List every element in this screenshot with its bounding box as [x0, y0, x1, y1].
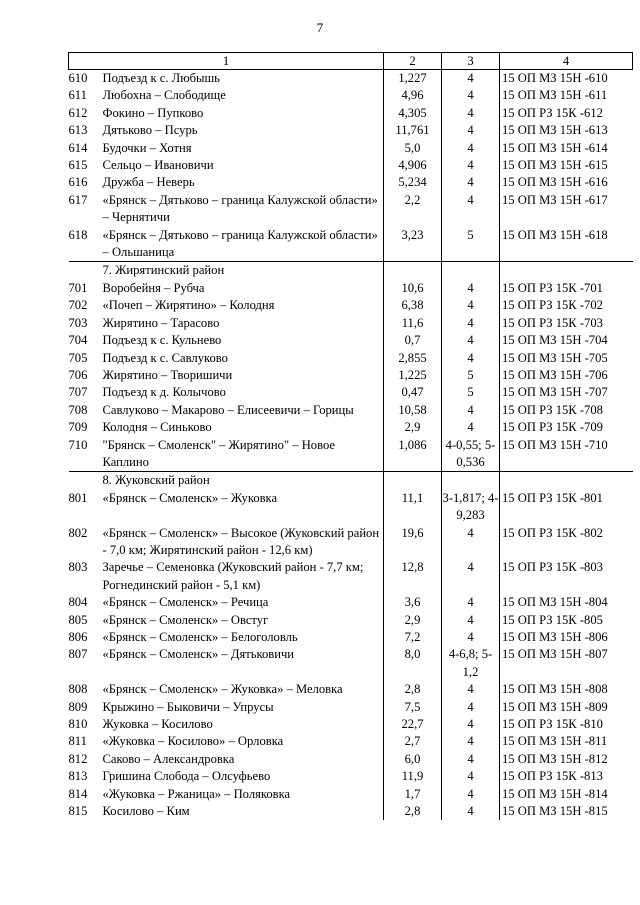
empty-cell — [384, 262, 442, 280]
road-category: 4 — [442, 192, 500, 227]
name-cell — [69, 70, 384, 88]
name-cell — [69, 402, 384, 419]
table-row — [69, 70, 633, 88]
table-row — [69, 227, 633, 262]
road-length: 5,0 — [384, 140, 442, 157]
road-category: 4 — [442, 157, 500, 174]
road-code: 15 ОП МЗ 15Н -812 — [502, 751, 608, 766]
road-code: 15 ОП МЗ 15Н -707 — [502, 385, 608, 400]
table-row — [69, 384, 633, 401]
name-cell — [69, 525, 384, 560]
empty-cell — [384, 472, 442, 490]
road-code: 15 ОП МЗ 15Н -614 — [502, 140, 608, 155]
name-cell — [69, 699, 384, 716]
road-name: Жирятино – Тарасово — [102, 315, 220, 330]
road-category: 4 — [442, 594, 500, 611]
table-row — [69, 629, 633, 646]
row-number: 617 — [68, 192, 88, 207]
table-row — [69, 803, 633, 820]
header-col-3: 3 — [442, 53, 500, 70]
row-number: 612 — [68, 105, 88, 120]
road-name: «Брянск – Смоленск» – Жуковка — [102, 490, 278, 505]
name-cell — [69, 490, 384, 525]
road-code: 15 ОП МЗ 15Н -804 — [502, 595, 608, 610]
road-category: 4 — [442, 716, 500, 733]
section-row — [69, 262, 633, 280]
row-number: 614 — [68, 140, 88, 155]
road-code: 15 ОП МЗ 15Н -617 — [502, 192, 608, 207]
row-number: 812 — [68, 751, 88, 766]
table-row — [69, 786, 633, 803]
row-number: 810 — [68, 717, 88, 732]
road-name: «Жуковка – Косилово» – Орловка — [102, 734, 284, 749]
road-length: 2,7 — [384, 733, 442, 750]
table-row — [69, 350, 633, 367]
road-category: 4-0,55; 5-0,536 — [442, 437, 500, 472]
road-name: Дятьково – Псурь — [102, 123, 198, 138]
name-cell — [69, 227, 384, 262]
road-name: «Брянск – Смоленск» – Высокое (Жуковский район - 7,0 км; Жирятинский район - 12,6 км) — [102, 525, 380, 557]
road-code: 15 ОП МЗ 15Н -611 — [502, 88, 608, 103]
road-code: 15 ОП МЗ 15Н -704 — [502, 333, 608, 348]
road-name: Жуковка – Косилово — [102, 717, 213, 732]
road-name: Любохна – Слободище — [102, 88, 226, 103]
section-row — [69, 472, 633, 490]
header-col-4: 4 — [500, 53, 633, 70]
road-name: «Жуковка – Ржаница» – Поляковка — [102, 786, 291, 801]
road-code: 15 ОП МЗ 15Н -809 — [502, 699, 608, 714]
empty-cell — [500, 472, 633, 490]
row-number: 704 — [68, 333, 88, 348]
table-row — [69, 332, 633, 349]
road-code: 15 ОП РЗ 15К -810 — [502, 717, 603, 732]
name-cell — [69, 419, 384, 436]
road-length: 12,8 — [384, 559, 442, 594]
row-number: 616 — [68, 175, 88, 190]
road-name: «Брянск – Дятьково – граница Калужской области» – Чернятичи — [102, 192, 378, 225]
road-name: Подъезд к с. Савлуково — [102, 350, 228, 365]
road-code: 15 ОП МЗ 15Н -814 — [502, 786, 608, 801]
road-length: 1,225 — [384, 367, 442, 384]
road-code: 15 ОП МЗ 15Н -618 — [502, 227, 608, 242]
name-cell — [69, 786, 384, 803]
table-row — [69, 402, 633, 419]
table-row — [69, 490, 633, 525]
road-name: Дружба – Неверь — [102, 175, 195, 190]
table-row — [69, 122, 633, 139]
road-category: 4 — [442, 297, 500, 314]
name-cell — [69, 629, 384, 646]
name-cell — [69, 157, 384, 174]
road-name: Гришина Слобода – Олсуфьево — [102, 769, 271, 784]
empty-cell — [500, 262, 633, 280]
table-row — [69, 559, 633, 594]
table-row — [69, 768, 633, 785]
road-length: 1,086 — [384, 437, 442, 472]
road-length: 19,6 — [384, 525, 442, 560]
road-category: 4 — [442, 350, 500, 367]
name-cell — [69, 315, 384, 332]
road-category: 4 — [442, 70, 500, 88]
road-category: 4 — [442, 629, 500, 646]
table-row — [69, 87, 633, 104]
road-code: 15 ОП МЗ 15Н -806 — [502, 630, 608, 644]
road-category: 4 — [442, 786, 500, 803]
row-number: 803 — [68, 560, 88, 575]
row-number: 611 — [68, 88, 87, 103]
road-name: «Брянск – Смоленск» – Овстуг — [102, 612, 269, 627]
road-name: Подъезд к с. Любышь — [102, 71, 220, 85]
name-cell — [69, 559, 384, 594]
name-cell — [69, 437, 384, 472]
row-number: 802 — [68, 525, 88, 540]
road-name: Косилово – Ким — [102, 804, 190, 819]
row-number: 703 — [68, 315, 88, 330]
table-row — [69, 419, 633, 436]
header-col-2: 2 — [384, 53, 442, 70]
road-length: 2,9 — [384, 612, 442, 629]
table-row — [69, 699, 633, 716]
road-category: 4 — [442, 751, 500, 768]
table-row — [69, 733, 633, 750]
row-number: 706 — [68, 367, 88, 382]
row-number: 808 — [68, 682, 88, 697]
name-cell — [69, 140, 384, 157]
table-row — [69, 594, 633, 611]
name-cell — [69, 803, 384, 820]
road-code: 15 ОП МЗ 15Н -706 — [502, 367, 608, 382]
row-number: 610 — [68, 71, 88, 85]
road-code: 15 ОП РЗ 15К -612 — [502, 105, 603, 120]
road-category: 4 — [442, 699, 500, 716]
road-category: 4 — [442, 174, 500, 191]
row-number: 702 — [68, 298, 88, 313]
road-length: 11,6 — [384, 315, 442, 332]
road-code: 15 ОП МЗ 15Н -807 — [502, 647, 608, 662]
row-number: 701 — [68, 280, 88, 295]
row-number: 710 — [68, 437, 88, 452]
road-category: 4 — [442, 419, 500, 436]
road-name: Заречье – Семеновка (Жуковский район - 7,7 км; Рогнединский район - 5,1 км) — [102, 560, 364, 592]
table-row — [69, 297, 633, 314]
road-length: 7,2 — [384, 629, 442, 646]
table-row — [69, 192, 633, 227]
name-cell — [69, 716, 384, 733]
table-row — [69, 646, 633, 681]
name-cell — [69, 751, 384, 768]
road-length: 1,227 — [384, 70, 442, 88]
name-cell — [69, 297, 384, 314]
road-category: 4-6,8; 5-1,2 — [442, 646, 500, 681]
road-name: Воробейня – Рубча — [102, 280, 205, 295]
name-cell — [69, 87, 384, 104]
road-name: Подъезд к д. Колычово — [102, 385, 226, 400]
road-length: 2,8 — [384, 803, 442, 820]
road-category: 4 — [442, 803, 500, 820]
name-cell — [69, 733, 384, 750]
row-number: 708 — [68, 402, 88, 417]
header-col-1: 1 — [69, 53, 384, 70]
road-category: 4 — [442, 402, 500, 419]
road-name: «Брянск – Смоленск» – Дятьковичи — [102, 647, 295, 662]
road-category: 4 — [442, 140, 500, 157]
table-row — [69, 280, 633, 297]
row-number: 811 — [68, 734, 87, 749]
road-code: 15 ОП РЗ 15К -703 — [502, 315, 603, 330]
row-number: 806 — [68, 630, 88, 644]
road-length: 11,9 — [384, 768, 442, 785]
empty-cell — [442, 472, 500, 490]
row-number: 613 — [68, 123, 88, 138]
section-title: 8. Жуковский район — [102, 473, 210, 488]
road-category: 5 — [442, 367, 500, 384]
name-cell — [69, 367, 384, 384]
table-row — [69, 681, 633, 698]
road-code: 15 ОП РЗ 15К -802 — [502, 525, 603, 540]
road-category: 4 — [442, 87, 500, 104]
road-category: 3-1,817; 4-9,283 — [442, 490, 500, 525]
road-code: 15 ОП РЗ 15К -709 — [502, 420, 603, 435]
name-cell — [69, 280, 384, 297]
road-category: 4 — [442, 122, 500, 139]
row-number: 813 — [68, 769, 88, 784]
name-cell — [69, 768, 384, 785]
name-cell — [69, 105, 384, 122]
road-category: 4 — [442, 525, 500, 560]
road-name: «Брянск – Смоленск» – Жуковка» – Меловка — [102, 682, 343, 697]
road-code: 15 ОП РЗ 15К -708 — [502, 402, 603, 417]
road-length: 10,6 — [384, 280, 442, 297]
road-length: 11,1 — [384, 490, 442, 525]
name-cell — [69, 646, 384, 681]
name-cell — [69, 350, 384, 367]
road-name: Колодня – Синьково — [102, 420, 212, 435]
road-length: 0,7 — [384, 332, 442, 349]
row-number: 709 — [68, 420, 88, 435]
road-length: 8,0 — [384, 646, 442, 681]
road-length: 5,234 — [384, 174, 442, 191]
road-name: Будочки – Хотня — [102, 140, 192, 155]
road-length: 3,23 — [384, 227, 442, 262]
row-number: 707 — [68, 385, 88, 400]
road-name: «Брянск – Смоленск» – Речица — [102, 595, 269, 610]
name-cell — [69, 612, 384, 629]
name-cell — [69, 384, 384, 401]
road-code: 15 ОП МЗ 15Н -710 — [502, 437, 608, 452]
road-length: 2,9 — [384, 419, 442, 436]
road-name: Сельцо – Ивановичи — [102, 158, 214, 173]
road-code: 15 ОП МЗ 15Н -616 — [502, 175, 608, 190]
road-code: 15 ОП МЗ 15Н -610 — [502, 71, 608, 85]
road-name: Крыжино – Быковичи – Упрусы — [102, 699, 274, 714]
table-row — [69, 315, 633, 332]
table-row — [69, 105, 633, 122]
road-length: 0,47 — [384, 384, 442, 401]
road-name: Подъезд к с. Кульнево — [102, 333, 222, 348]
road-code: 15 ОП РЗ 15К -702 — [502, 298, 603, 313]
road-length: 6,0 — [384, 751, 442, 768]
road-category: 4 — [442, 315, 500, 332]
name-cell — [69, 681, 384, 698]
road-code: 15 ОП РЗ 15К -805 — [502, 612, 603, 627]
table-row — [69, 612, 633, 629]
road-length: 1,7 — [384, 786, 442, 803]
road-code: 15 ОП РЗ 15К -813 — [502, 769, 603, 784]
road-name: Саково – Александровка — [102, 751, 235, 766]
row-number: 801 — [68, 490, 88, 505]
roads-table — [68, 52, 633, 820]
road-name: Савлуково – Макарово – Елисеевичи – Горицы — [102, 402, 354, 417]
road-length: 10,58 — [384, 402, 442, 419]
page-number: 7 — [316, 20, 324, 35]
road-category: 4 — [442, 280, 500, 297]
table-row — [69, 437, 633, 472]
road-name: Фокино – Пупково — [102, 105, 204, 120]
road-length: 4,305 — [384, 105, 442, 122]
road-category: 4 — [442, 681, 500, 698]
name-cell — [69, 332, 384, 349]
road-category: 4 — [442, 733, 500, 750]
table-body — [69, 70, 633, 821]
name-cell — [69, 192, 384, 227]
row-number: 807 — [68, 647, 88, 662]
road-length: 7,5 — [384, 699, 442, 716]
row-number: 809 — [68, 699, 88, 714]
road-name: Жирятино – Творишичи — [102, 367, 233, 382]
empty-cell — [442, 262, 500, 280]
road-code: 15 ОП МЗ 15Н -615 — [502, 158, 608, 173]
table-header — [69, 53, 633, 70]
table-row — [69, 367, 633, 384]
road-code: 15 ОП МЗ 15Н -705 — [502, 350, 608, 365]
road-name: "Брянск – Смоленск" – Жирятино" – Новое Каплино — [102, 437, 335, 469]
road-length: 2,8 — [384, 681, 442, 698]
table-row — [69, 174, 633, 191]
section-cell — [69, 262, 384, 280]
road-length: 2,855 — [384, 350, 442, 367]
table-row — [69, 140, 633, 157]
name-cell — [69, 174, 384, 191]
road-category: 5 — [442, 384, 500, 401]
road-category: 4 — [442, 768, 500, 785]
road-name: «Брянск – Дятьково – граница Калужской области» – Ольшаница — [102, 227, 378, 260]
section-cell — [69, 472, 384, 490]
name-cell — [69, 122, 384, 139]
road-length: 2,2 — [384, 192, 442, 227]
row-number: 805 — [68, 612, 88, 627]
road-category: 4 — [442, 332, 500, 349]
row-number: 815 — [68, 804, 88, 819]
road-length: 3,6 — [384, 594, 442, 611]
table-row — [69, 157, 633, 174]
row-number: 804 — [68, 595, 88, 610]
road-code: 15 ОП МЗ 15Н -815 — [502, 804, 608, 819]
row-number: 814 — [68, 786, 88, 801]
road-name: «Брянск – Смоленск» – Белоголовль — [102, 630, 298, 644]
table-row — [69, 525, 633, 560]
road-code: 15 ОП МЗ 15Н -808 — [502, 682, 608, 697]
road-code: 15 ОП МЗ 15Н -613 — [502, 123, 608, 138]
road-category: 4 — [442, 105, 500, 122]
road-code: 15 ОП РЗ 15К -701 — [502, 280, 603, 295]
road-name: «Почеп – Жирятино» – Колодня — [102, 298, 275, 313]
road-length: 6,38 — [384, 297, 442, 314]
road-category: 4 — [442, 559, 500, 594]
road-code: 15 ОП МЗ 15Н -811 — [502, 734, 608, 749]
road-length: 4,906 — [384, 157, 442, 174]
road-category: 5 — [442, 227, 500, 262]
section-title: 7. Жирятинский район — [102, 263, 225, 278]
road-length: 11,761 — [384, 122, 442, 139]
row-number: 618 — [68, 227, 88, 242]
table-row — [69, 716, 633, 733]
table-row — [69, 751, 633, 768]
road-code: 15 ОП РЗ 15К -801 — [502, 490, 603, 505]
name-cell — [69, 594, 384, 611]
row-number: 705 — [68, 350, 88, 365]
row-number: 615 — [68, 158, 88, 173]
road-category: 4 — [442, 612, 500, 629]
road-code: 15 ОП РЗ 15К -803 — [502, 560, 603, 575]
road-length: 22,7 — [384, 716, 442, 733]
road-length: 4,96 — [384, 87, 442, 104]
